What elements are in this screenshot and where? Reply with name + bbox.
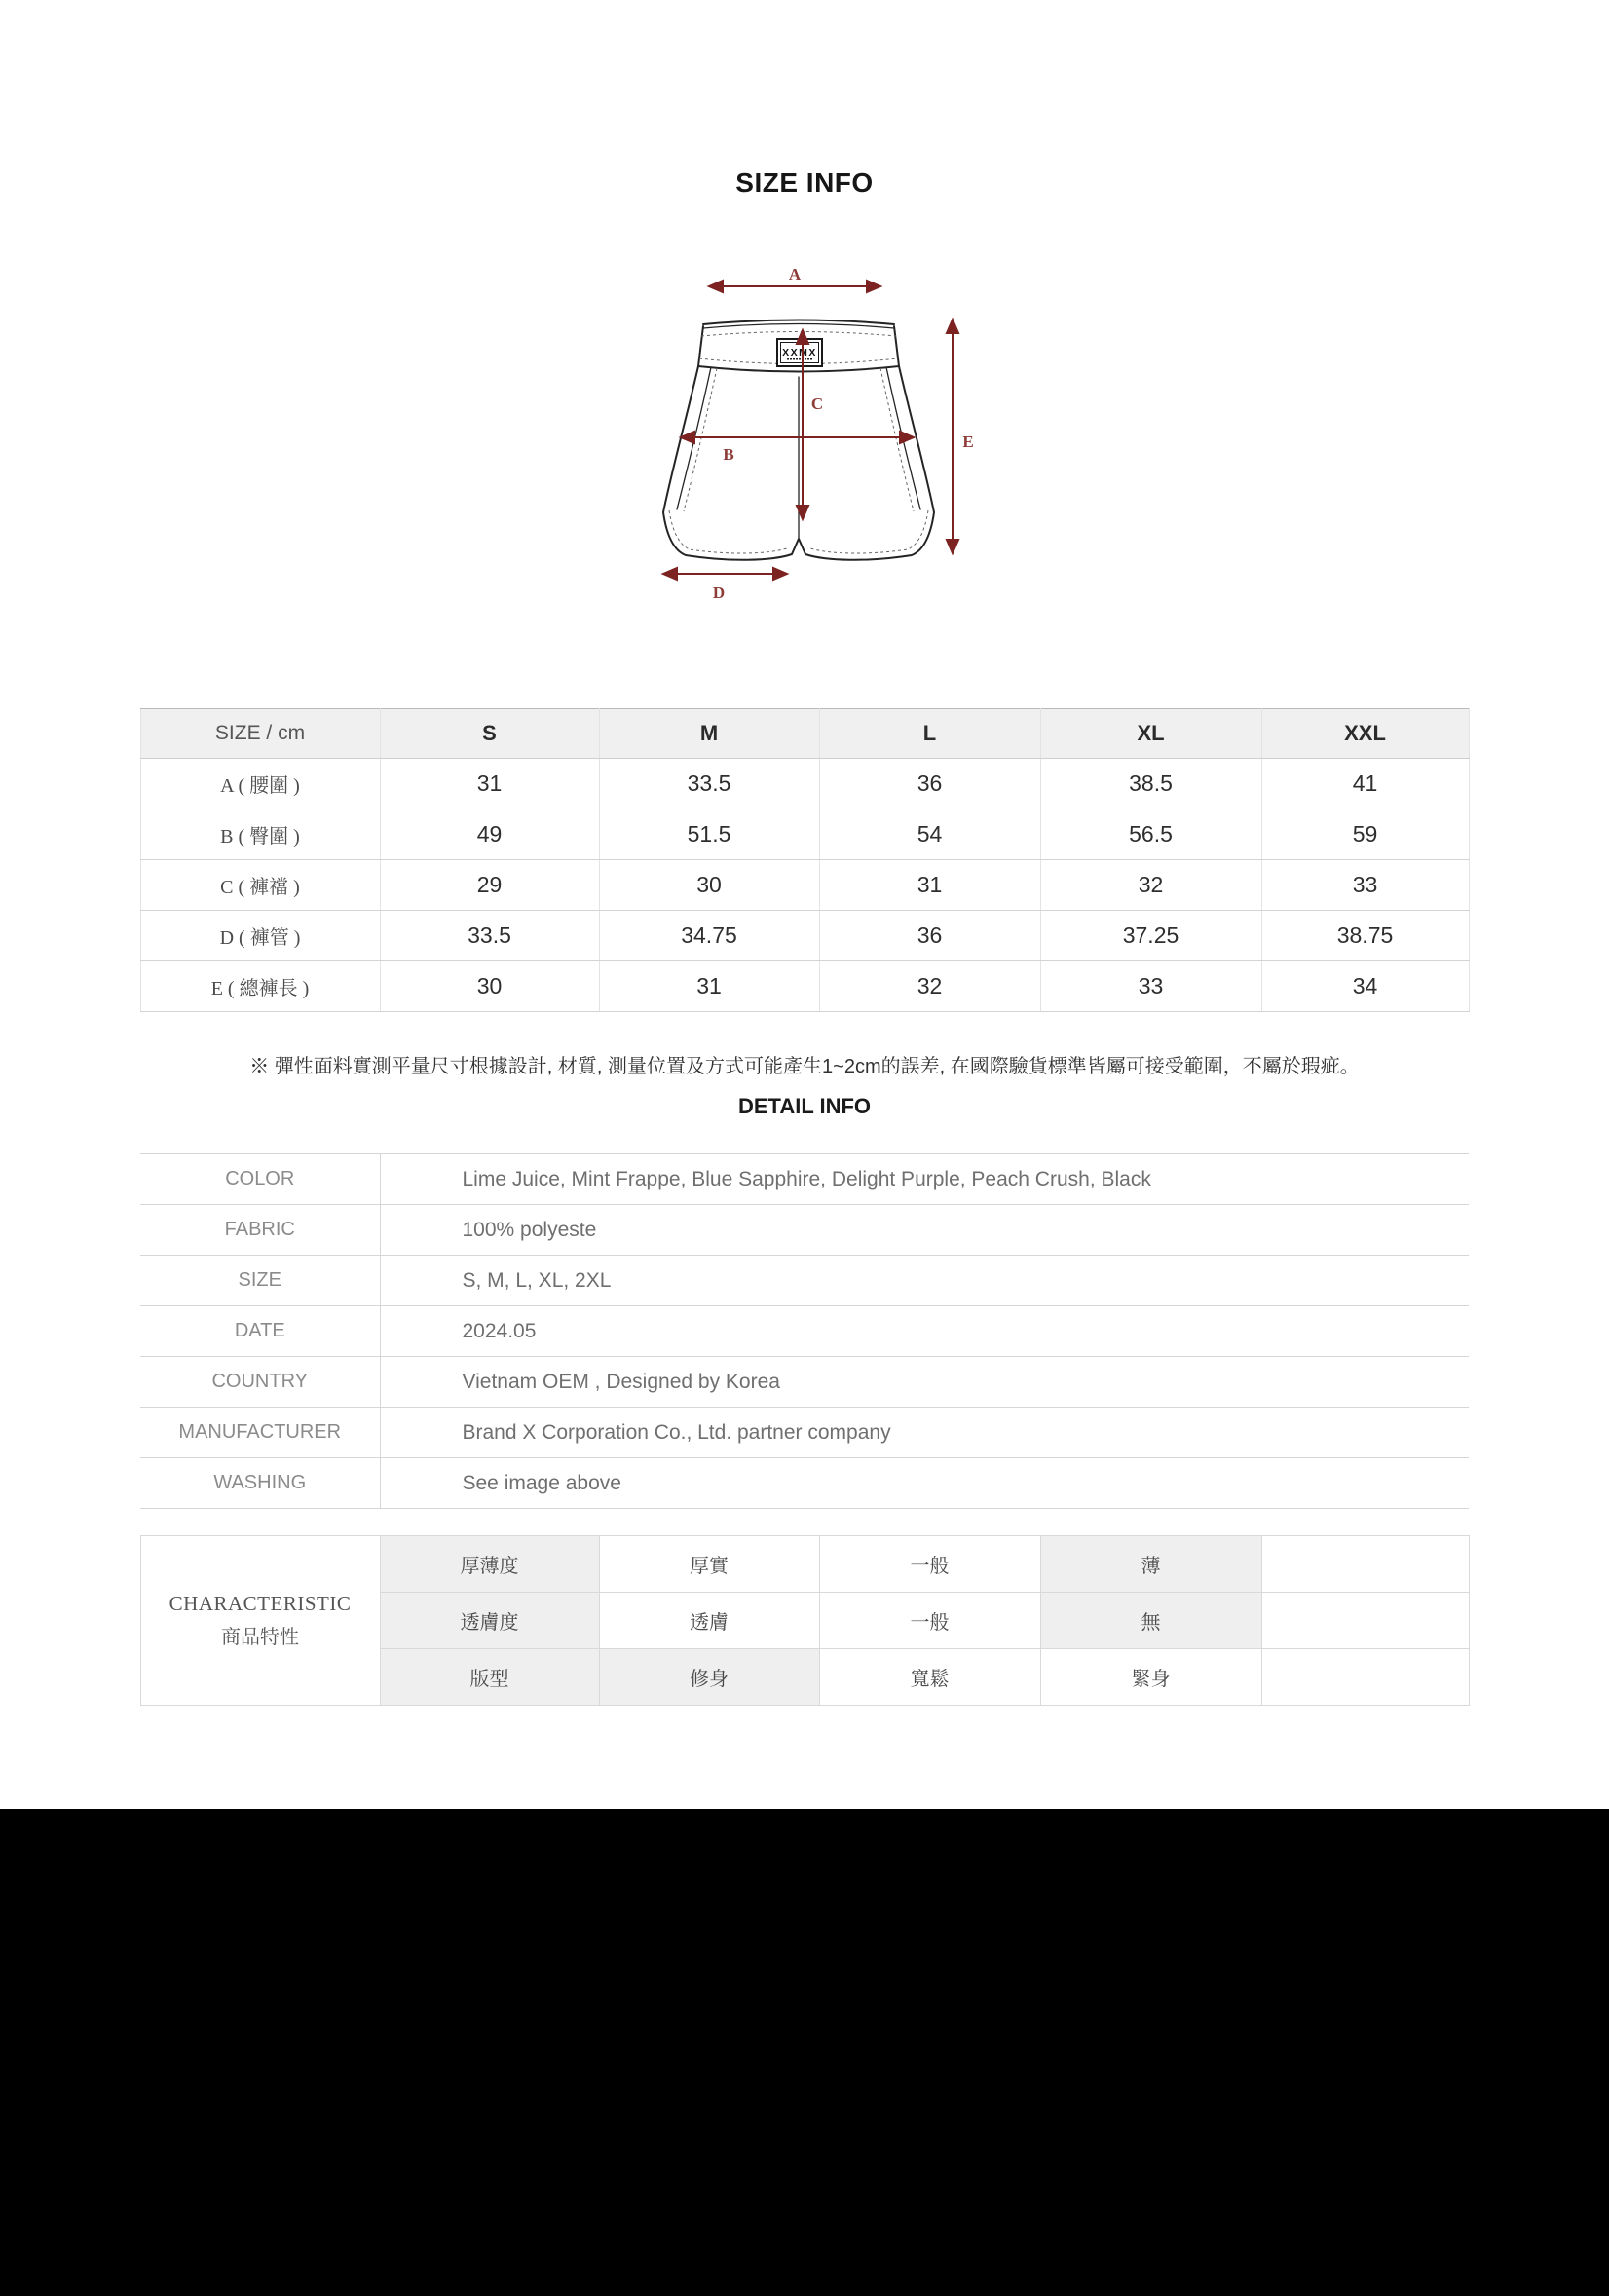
detail-row-date bbox=[140, 1306, 1469, 1357]
size-row-label: A ( 腰圍 ) bbox=[140, 759, 380, 809]
detail-row-size bbox=[140, 1256, 1469, 1306]
detail-value: S, M, L, XL, 2XL bbox=[380, 1256, 1469, 1306]
label-e: E bbox=[962, 433, 974, 451]
char-empty-cell bbox=[1261, 1649, 1469, 1706]
size-row-d bbox=[140, 911, 1469, 961]
size-cell: 30 bbox=[599, 860, 819, 911]
detail-label: COUNTRY bbox=[140, 1357, 380, 1408]
detail-label: COLOR bbox=[140, 1154, 380, 1205]
size-row-label: B ( 臀圍 ) bbox=[140, 809, 380, 860]
size-cell: 32 bbox=[1040, 860, 1261, 911]
detail-info-table bbox=[140, 1153, 1469, 1509]
char-option: 一般 bbox=[819, 1536, 1040, 1593]
detail-row-washing bbox=[140, 1458, 1469, 1509]
char-empty-cell bbox=[1261, 1593, 1469, 1649]
size-cell: 36 bbox=[819, 911, 1040, 961]
size-cell: 32 bbox=[819, 961, 1040, 1012]
detail-value: See image above bbox=[380, 1458, 1469, 1509]
size-row-e bbox=[140, 961, 1469, 1012]
detail-row-fabric bbox=[140, 1205, 1469, 1256]
measurement-tolerance-note: ※ 彈性面料實測平量尺寸根據設計, 材質, 測量位置及方式可能產生1~2cm的誤差, 在國際驗貨標準皆屬可接受範圍，不屬於瑕疵。 bbox=[249, 1056, 1360, 1077]
label-d: D bbox=[712, 583, 726, 602]
size-cell: 38.5 bbox=[1040, 759, 1261, 809]
size-table-header-m: M bbox=[599, 709, 819, 759]
size-cell: 38.75 bbox=[1261, 911, 1469, 961]
characteristic-title-en: CHARACTERISTIC bbox=[168, 1592, 352, 1616]
char-row-thickness bbox=[140, 1536, 1469, 1593]
patch-text: XXMX bbox=[782, 347, 817, 358]
size-row-c bbox=[140, 860, 1469, 911]
size-info-title: SIZE INFO bbox=[735, 168, 874, 198]
size-cell: 31 bbox=[380, 759, 599, 809]
size-row-a bbox=[140, 759, 1469, 809]
char-attribute-name: 透膚度 bbox=[380, 1593, 599, 1649]
size-cell: 30 bbox=[380, 961, 599, 1012]
size-cell: 31 bbox=[599, 961, 819, 1012]
detail-value: Vietnam OEM , Designed by Korea bbox=[380, 1357, 1469, 1408]
detail-value: Brand X Corporation Co., Ltd. partner company bbox=[380, 1408, 1469, 1458]
size-cell: 51.5 bbox=[599, 809, 819, 860]
size-cell: 56.5 bbox=[1040, 809, 1261, 860]
characteristic-header-cell bbox=[140, 1536, 380, 1706]
size-row-b bbox=[140, 809, 1469, 860]
detail-label: SIZE bbox=[140, 1256, 380, 1306]
char-option: 緊身 bbox=[1040, 1649, 1261, 1706]
black-footer-block bbox=[0, 1809, 1609, 2296]
size-cell: 33.5 bbox=[599, 759, 819, 809]
size-cell: 33.5 bbox=[380, 911, 599, 961]
label-b: B bbox=[723, 445, 734, 464]
size-cell: 33 bbox=[1040, 961, 1261, 1012]
char-option: 一般 bbox=[819, 1593, 1040, 1649]
size-table-header-row bbox=[140, 709, 1469, 759]
size-cell: 29 bbox=[380, 860, 599, 911]
size-cell: 34.75 bbox=[599, 911, 819, 961]
label-c: C bbox=[810, 395, 824, 413]
size-cell: 37.25 bbox=[1040, 911, 1261, 961]
detail-label: MANUFACTURER bbox=[140, 1408, 380, 1458]
size-cell: 59 bbox=[1261, 809, 1469, 860]
detail-value: 2024.05 bbox=[380, 1306, 1469, 1357]
detail-value: Lime Juice, Mint Frappe, Blue Sapphire, Delight Purple, Peach Crush, Black bbox=[380, 1154, 1469, 1205]
detail-label: DATE bbox=[140, 1306, 380, 1357]
shorts-diagram-svg bbox=[619, 259, 990, 610]
detail-row-color bbox=[140, 1154, 1469, 1205]
detail-row-manufacturer bbox=[140, 1408, 1469, 1458]
char-option-selected: 薄 bbox=[1040, 1536, 1261, 1593]
size-row-label: E ( 總褲長 ) bbox=[140, 961, 380, 1012]
size-table-header-unit: SIZE / cm bbox=[140, 709, 380, 759]
size-cell: 33 bbox=[1261, 860, 1469, 911]
size-table-header-l: L bbox=[819, 709, 1040, 759]
size-cell: 54 bbox=[819, 809, 1040, 860]
size-table-header-xxl: XXL bbox=[1261, 709, 1469, 759]
char-option-selected: 無 bbox=[1040, 1593, 1261, 1649]
shorts-measurement-diagram bbox=[619, 259, 990, 610]
size-cell: 49 bbox=[380, 809, 599, 860]
char-attribute-name: 版型 bbox=[380, 1649, 599, 1706]
size-row-label: C ( 褲襠 ) bbox=[140, 860, 380, 911]
size-table bbox=[140, 708, 1470, 1012]
char-attribute-name: 厚薄度 bbox=[380, 1536, 599, 1593]
characteristic-title-zh: 商品特性 bbox=[221, 1626, 299, 1648]
char-option: 厚實 bbox=[599, 1536, 819, 1593]
size-cell: 36 bbox=[819, 759, 1040, 809]
char-option: 寬鬆 bbox=[819, 1649, 1040, 1706]
detail-label: WASHING bbox=[140, 1458, 380, 1509]
size-cell: 34 bbox=[1261, 961, 1469, 1012]
size-cell: 41 bbox=[1261, 759, 1469, 809]
measurement-letters bbox=[713, 265, 974, 602]
size-table-header-xl: XL bbox=[1040, 709, 1261, 759]
char-option-selected: 修身 bbox=[599, 1649, 819, 1706]
detail-info-title: DETAIL INFO bbox=[737, 1094, 872, 1118]
characteristic-table bbox=[140, 1535, 1470, 1706]
char-empty-cell bbox=[1261, 1536, 1469, 1593]
char-option: 透膚 bbox=[599, 1593, 819, 1649]
size-cell: 31 bbox=[819, 860, 1040, 911]
label-a: A bbox=[788, 265, 802, 283]
size-row-label: D ( 褲管 ) bbox=[140, 911, 380, 961]
detail-row-country bbox=[140, 1357, 1469, 1408]
detail-label: FABRIC bbox=[140, 1205, 380, 1256]
detail-value: 100% polyeste bbox=[380, 1205, 1469, 1256]
size-table-header-s: S bbox=[380, 709, 599, 759]
